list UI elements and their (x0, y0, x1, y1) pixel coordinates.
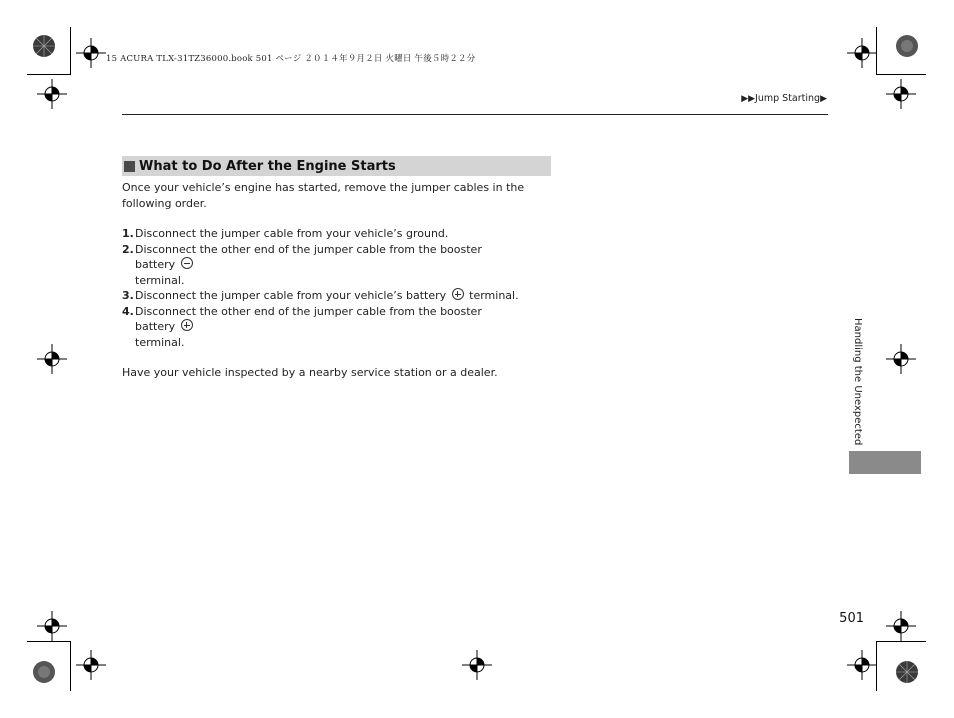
step-text-content: Disconnect the other end of the jumper cable from the booster battery (135, 242, 482, 271)
step-text-content: Disconnect the jumper cable from your vehicle’s battery (135, 289, 447, 302)
print-file-info: 15 ACURA TLX-31TZ36000.book 501 ページ ２０１４年９月２日 火曜日 午後５時２２分 (106, 54, 476, 64)
color-rosette-icon (895, 660, 919, 684)
step-number: 3. (122, 289, 134, 302)
registration-mark-icon (886, 611, 916, 641)
step-text-content: terminal. (135, 335, 185, 349)
section-heading (122, 156, 551, 176)
breadcrumb-link-jump-starting[interactable]: Jump Starting (755, 93, 821, 104)
step-text (135, 288, 552, 304)
crop-mark (70, 27, 71, 75)
breadcrumb (741, 93, 827, 104)
crop-mark (876, 74, 926, 75)
chapter-label: Handling the Unexpected (852, 318, 863, 446)
step-number: 4. (122, 304, 134, 318)
negative-terminal-icon (181, 257, 193, 269)
section-square-icon (124, 161, 135, 172)
crop-mark (27, 641, 71, 642)
list-item (122, 242, 552, 289)
color-rosette-icon (895, 34, 919, 58)
header-divider (122, 114, 828, 115)
registration-mark-icon (847, 650, 877, 680)
step-number: 2. (122, 242, 134, 256)
intro-paragraph: Once your vehicle’s engine has started, remove the jumper cables in the following order. (122, 181, 525, 210)
crop-mark (70, 641, 71, 691)
crop-mark (876, 641, 926, 642)
breadcrumb-arrow-icon: ▶▶ (741, 94, 756, 104)
step-text-content: Disconnect the other end of the jumper cable from the booster battery (135, 304, 482, 333)
step-text (135, 304, 552, 351)
step-text-content: terminal. (135, 273, 185, 287)
registration-mark-icon (462, 650, 492, 680)
step-text-content: terminal. (469, 289, 519, 302)
registration-mark-icon (37, 79, 67, 109)
step-text (135, 242, 552, 289)
list-item (122, 288, 552, 304)
step-number: 1. (122, 227, 134, 240)
color-rosette-icon (32, 34, 56, 58)
positive-terminal-icon (181, 319, 193, 331)
list-item (122, 226, 552, 242)
step-text-content: Disconnect the jumper cable from your vehicle’s ground. (135, 227, 449, 240)
steps-list (122, 226, 552, 350)
registration-mark-icon (847, 38, 877, 68)
crop-mark (27, 74, 71, 75)
closing-paragraph: Have your vehicle inspected by a nearby service station or a dealer. (122, 366, 498, 379)
step-text (135, 226, 552, 242)
registration-mark-icon (76, 650, 106, 680)
breadcrumb-arrow-icon: ▶ (820, 94, 827, 104)
registration-mark-icon (886, 344, 916, 374)
positive-terminal-icon (452, 288, 464, 300)
chapter-tab[interactable] (849, 451, 921, 474)
registration-mark-icon (886, 79, 916, 109)
registration-mark-icon (37, 344, 67, 374)
section-title: What to Do After the Engine Starts (139, 158, 396, 174)
page-number: 501 (839, 611, 864, 626)
color-rosette-icon (32, 660, 56, 684)
list-item (122, 304, 552, 351)
section-body (122, 180, 552, 381)
registration-mark-icon (37, 611, 67, 641)
registration-mark-icon (76, 38, 106, 68)
